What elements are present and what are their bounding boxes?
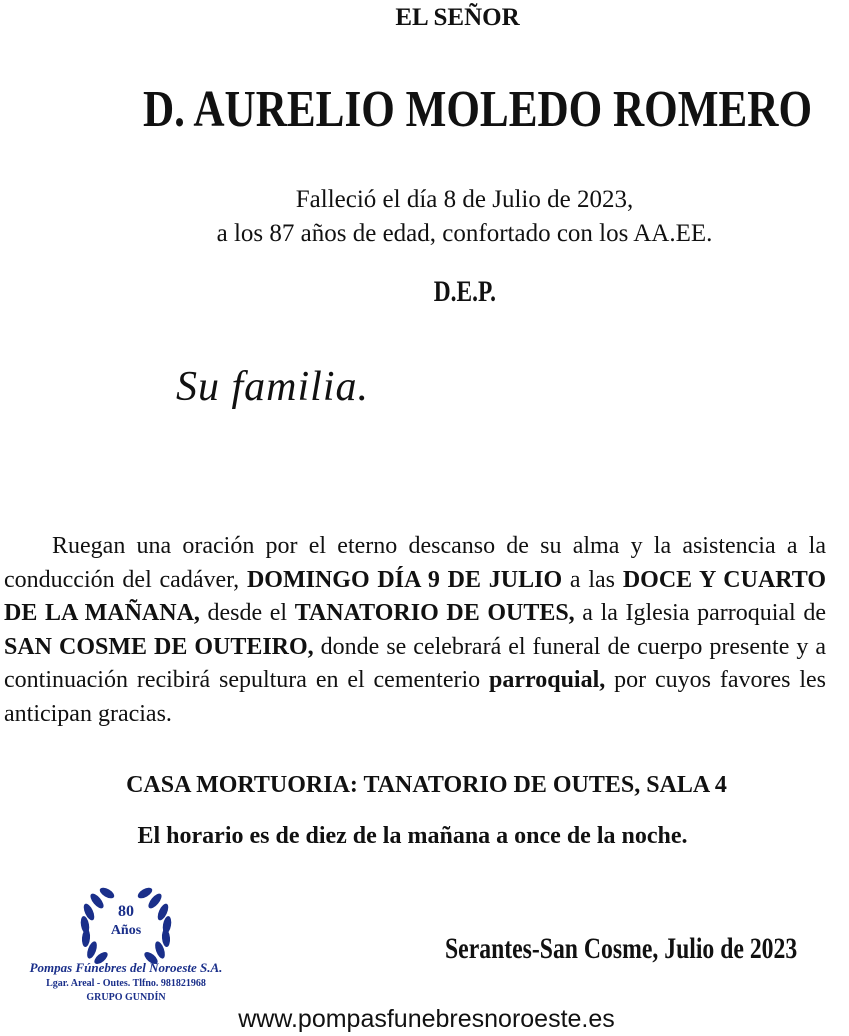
dep-abbreviation: D.E.P. xyxy=(433,275,496,308)
text-run: desde el xyxy=(199,600,295,627)
family-signature: Su familia. xyxy=(176,364,370,410)
logo-group: GRUPO GUNDÍN xyxy=(86,992,166,1003)
website-link[interactable]: www.pompasfunebresnoroeste.es xyxy=(238,1005,615,1033)
anniversary-word: Años xyxy=(110,923,142,938)
visiting-hours: El horario es de diez de la mañana a once de la noche. xyxy=(137,823,688,849)
logo-company-name: Pompas Fúnebres del Noroeste S.A. xyxy=(29,960,223,975)
death-notice xyxy=(0,183,849,251)
funeral-date: DOMINGO DÍA 9 DE JULIO xyxy=(246,566,563,593)
text-run: donde se celebrará el funeral de cuerpo presente y a continuación recibirá sepultura en el cementerio xyxy=(4,633,826,694)
header-label: EL SEÑOR xyxy=(395,4,520,31)
ceremony-text xyxy=(4,530,826,732)
text-run: a las xyxy=(562,566,623,593)
funeral-time: DOCE Y CUARTO DE LA MAÑANA, xyxy=(4,566,827,627)
text-run: Ruegan una oración por el eterno descanso de su alma y la asistencia a la conducción del cadáver, xyxy=(4,533,826,593)
anniversary-number: 80 xyxy=(118,903,134,920)
logo-address: Lgar. Areal - Outes. Tlfno. 981821968 xyxy=(46,978,206,989)
funeral-home: TANATORIO DE OUTES, xyxy=(294,600,575,627)
text-run: a la Iglesia parroquial de xyxy=(574,600,826,627)
church-name: SAN COSME DE OUTEIRO, xyxy=(4,633,314,660)
death-date-line: Falleció el día 8 de Julio de 2023, xyxy=(295,186,634,213)
deceased-name: D. AURELIO MOLEDO ROMERO xyxy=(143,81,813,138)
age-line: a los 87 años de edad, confortado con los AA.EE. xyxy=(216,220,713,247)
cemetery-name: parroquial, xyxy=(489,667,606,694)
text-run: por cuyos favores les anticipan gracias. xyxy=(4,667,826,727)
casa-mortuoria: CASA MORTUORIA: TANATORIO DE OUTES, SALA 4 xyxy=(126,772,727,798)
place-date-signature: Serantes-San Cosme, Julio de 2023 xyxy=(445,932,798,965)
